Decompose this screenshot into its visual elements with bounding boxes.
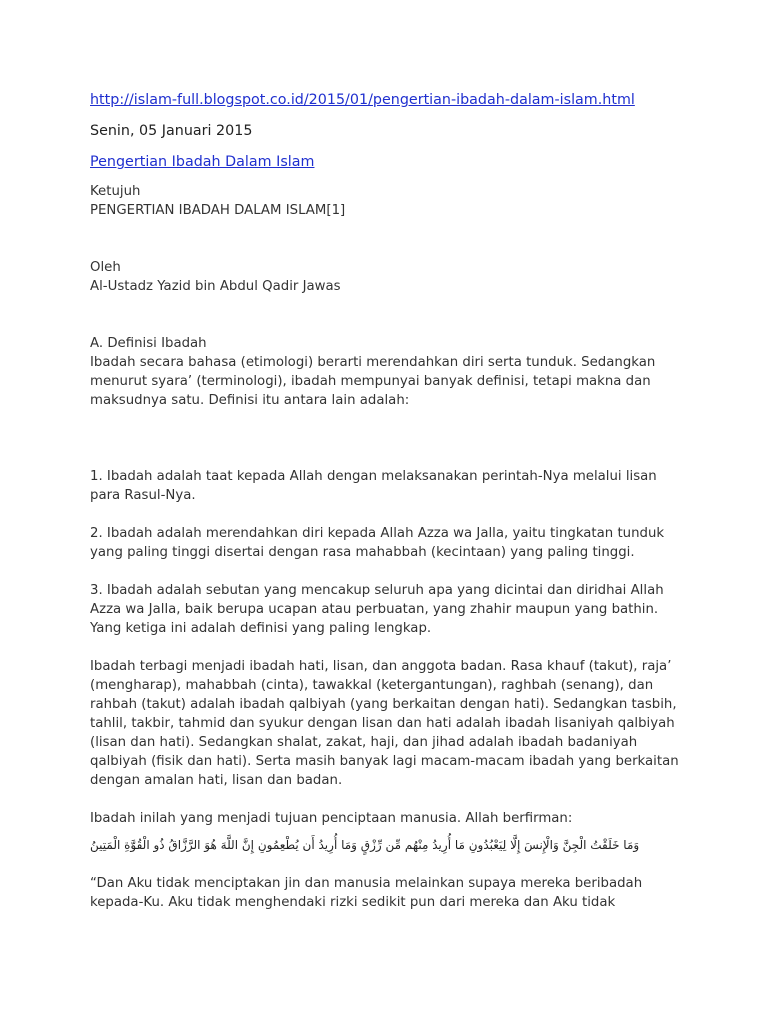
division-paragraph-line: dengan amalan hati, lisan dan badan. bbox=[90, 773, 343, 788]
post-title-link[interactable]: Pengertian Ibadah Dalam Islam bbox=[90, 154, 315, 170]
post-title-line bbox=[90, 153, 690, 172]
arabic-verse bbox=[90, 834, 768, 856]
division-paragraph-line: rahbah (takut) adalah ibadah qalbiyah (yang berkaitan dengan hati). Sedangkan tasbih, bbox=[90, 697, 677, 712]
definition-3-line: Azza wa Jalla, baik berupa ucapan atau perbuatan, yang zhahir maupun yang bathin. bbox=[90, 602, 659, 617]
translation-line: kepada-Ku. Aku tidak menghendaki rizki sedikit pun dari mereka dan Aku tidak bbox=[90, 895, 616, 910]
division-paragraph-line: tahlil, takbir, tahmid dan syukur dengan lisan dan hati adalah ibadah lisaniyah qalbiyah bbox=[90, 716, 675, 731]
division-paragraph-line: (mengharap), mahabbah (cinta), tawakkal (ketergantungan), raghbah (senang), dan bbox=[90, 678, 654, 693]
division-paragraph-line: qalbiyah (fisik dan hati). Serta masih banyak lagi macam-macam ibadah yang berkaitan bbox=[90, 754, 679, 769]
purpose-paragraph: Ibadah inilah yang menjadi tujuan penciptaan manusia. Allah berfirman: bbox=[90, 811, 573, 826]
author-label: Oleh bbox=[90, 260, 121, 275]
section-a-line: Ibadah secara bahasa (etimologi) berarti merendahkan diri serta tunduk. Sedangkan bbox=[90, 355, 656, 370]
definition-2-line: 2. Ibadah adalah merendahkan diri kepada Allah Azza wa Jalla, yaitu tingkatan tunduk bbox=[90, 526, 665, 541]
arabic-verse-text: وَمَا خَلَقْتُ الْجِنَّ وَالْإِنسَ إِلَّا لِيَعْبُدُونِ مَا أُرِيدُ مِنْهُم مِّن رِّزْقٍ وَمَا أُرِيدُ أَن يُطْعِمُونِ إِنَّ اللَّهَ هُوَ الرَّزَّاقُ ذُو الْقُوَّةِ الْمَتِينُ bbox=[90, 838, 640, 852]
definition-3-line: 3. Ibadah adalah sebutan yang mencakup seluruh apa yang dicintai dan diridhai Allah bbox=[90, 583, 664, 598]
definition-3-line: Yang ketiga ini adalah definisi yang paling lengkap. bbox=[90, 621, 432, 636]
definition-1-line: 1. Ibadah adalah taat kepada Allah dengan melaksanakan perintah-Nya melalui lisan bbox=[90, 469, 657, 484]
division-paragraph-line: Ibadah terbagi menjadi ibadah hati, lisan, dan anggota badan. Rasa khauf (takut), raja’ bbox=[90, 659, 672, 674]
section-a-line: maksudnya satu. Definisi itu antara lain adalah: bbox=[90, 393, 410, 408]
source-url-link[interactable]: http://islam-full.blogspot.co.id/2015/01/pengertian-ibadah-dalam-islam.html bbox=[90, 92, 635, 108]
section-a-line: menurut syara’ (terminologi), ibadah mempunyai banyak definisi, tetapi makna dan bbox=[90, 374, 651, 389]
definition-1-line: para Rasul-Nya. bbox=[90, 488, 196, 503]
definition-2-line: yang paling tinggi disertai dengan rasa mahabbah (kecintaan) yang paling tinggi. bbox=[90, 545, 635, 560]
intro-line-1: Ketujuh bbox=[90, 184, 141, 199]
division-paragraph-line: (lisan dan hati). Sedangkan shalat, zakat, haji, dan jihad adalah ibadah badaniyah bbox=[90, 735, 638, 750]
post-date: Senin, 05 Januari 2015 bbox=[90, 123, 253, 139]
author-name: Al-Ustadz Yazid bin Abdul Qadir Jawas bbox=[90, 279, 341, 294]
section-a-heading: A. Definisi Ibadah bbox=[90, 336, 207, 351]
intro-line-2: PENGERTIAN IBADAH DALAM ISLAM[1] bbox=[90, 203, 346, 218]
translation-line: “Dan Aku tidak menciptakan jin dan manusia melainkan supaya mereka beribadah bbox=[90, 876, 643, 891]
document-page bbox=[90, 91, 690, 912]
source-url-line bbox=[90, 91, 690, 110]
